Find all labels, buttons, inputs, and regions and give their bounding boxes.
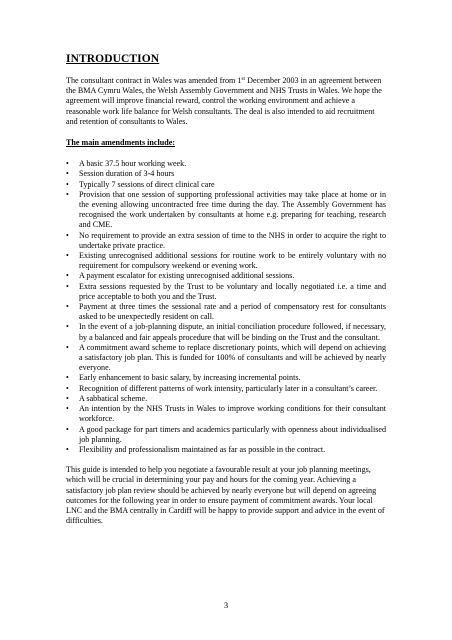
- ordinal-superscript: st: [241, 76, 246, 82]
- closing-paragraph: This guide is intended to help you negotiate a favourable result at your job planning meetings, which will be crucial in determining your pay and hours for the coming year. Achieving a satisfactory job plan review should be achieved by nearly everyone but will depend on agreeing outcomes for the following year in order to ensure payment of commitment awards. Your local LNC and the BMA centrally in Cardiff will be happy to provide support and advice in the event of difficulties.: [66, 465, 385, 526]
- bullet-icon: •: [66, 404, 69, 414]
- list-item-text: Early enhancement to basic salary, by increasing incremental points.: [79, 373, 301, 383]
- list-item-text: No requirement to provide an extra session of time to the NHS in order to acquire the right to undertake private practice.: [79, 230, 386, 250]
- list-item: [66, 302, 386, 322]
- intro-text-end: December 2003 in an agreement between the BMA Cymru Wales, the Welsh Assembly Government and NHS Trusts in Wales. We hope the agreement will improve financial reward, control the working environment and achieve a reasonable work life balance for Welsh consultants. The deal is also intended to aid recruitment and retention of consultants to Wales.: [66, 76, 382, 126]
- list-item-text: Payment at three times the sessional rate and a period of compensatory rest for consultants asked to be unexpectedly resident on call.: [79, 302, 386, 322]
- list-item: [66, 394, 386, 404]
- list-item: [66, 322, 386, 342]
- list-item: [66, 159, 386, 169]
- list-item-text: Provision that one session of supporting professional activities may take place at home or in the evening allowing uncontracted free time during the day. The Assembly Government has recognised the work undertaken by consultants at home e.g. preparing for teaching, research and CME.: [79, 189, 386, 230]
- list-item-text: A good package for part timers and academics particularly with openness about individualised job planning.: [79, 424, 386, 444]
- bullet-icon: •: [66, 393, 69, 403]
- bullet-icon: •: [66, 169, 69, 179]
- list-item-text: Extra sessions requested by the Trust to be voluntary and locally negotiated i.e. a time and price acceptable to both you and the Trust.: [79, 281, 386, 301]
- list-item: [66, 169, 386, 179]
- list-item-text: An intention by the NHS Trusts in Wales to improve working conditions for their consultant workforce.: [79, 404, 386, 424]
- list-item-text: A sabbatical scheme.: [79, 393, 148, 403]
- list-item: [66, 251, 386, 271]
- intro-paragraph: [66, 76, 386, 127]
- document-page: [66, 52, 386, 526]
- list-item: [66, 445, 386, 455]
- bullet-icon: •: [66, 373, 69, 383]
- bullet-icon: •: [66, 281, 69, 291]
- list-item: [66, 425, 386, 445]
- page-title: INTRODUCTION: [66, 53, 160, 65]
- bullet-icon: •: [66, 383, 69, 393]
- list-item-text: A payment escalator for existing unrecognised additional sessions.: [79, 271, 295, 281]
- list-item: [66, 404, 386, 424]
- list-item-text: Session duration of 3-4 hours: [79, 169, 175, 179]
- list-item-text: In the event of a job-planning dispute, an initial conciliation procedure followed, if necessary, by a balanced and fair appeals procedure that will be binding on the Trust and the consultant.: [79, 322, 386, 342]
- bullet-icon: •: [66, 424, 69, 434]
- list-item: [66, 384, 386, 394]
- list-item-text: A basic 37.5 hour working week.: [79, 159, 187, 169]
- intro-text-start: The consultant contract in Wales was amended from 1: [66, 76, 242, 85]
- bullet-icon: •: [66, 342, 69, 352]
- list-item: [66, 190, 386, 231]
- list-item: [66, 231, 386, 251]
- list-item-text: Recognition of different patterns of work intensity, particularly later in a consultant’s career.: [79, 383, 378, 393]
- amendments-list: [66, 159, 386, 455]
- bullet-icon: •: [66, 179, 69, 189]
- list-item: [66, 373, 386, 383]
- list-item: [66, 271, 386, 281]
- bullet-icon: •: [66, 251, 69, 261]
- bullet-icon: •: [66, 302, 69, 312]
- list-item: [66, 282, 386, 302]
- list-item: [66, 180, 386, 190]
- bullet-icon: •: [66, 271, 69, 281]
- page-number: 3: [223, 600, 229, 610]
- bullet-icon: •: [66, 322, 69, 332]
- bullet-icon: •: [66, 230, 69, 240]
- bullet-icon: •: [66, 159, 69, 169]
- list-item-text: A commitment award scheme to replace discretionary points, which will depend on achieving a satisfactory job plan. This is funded for 100% of consultants and will be achieved by nearly everyone.: [79, 342, 386, 373]
- bullet-icon: •: [66, 189, 69, 199]
- amendments-heading: The main amendments include:: [66, 138, 176, 148]
- list-item: [66, 343, 386, 374]
- bullet-icon: •: [66, 444, 69, 454]
- list-item-text: Flexibility and professionalism maintained as far as possible in the contract.: [79, 444, 326, 454]
- list-item-text: Existing unrecognised additional sessions for routine work to be entirely voluntary with no requirement for compulsory weekend or evening work.: [79, 251, 386, 271]
- list-item-text: Typically 7 sessions of direct clinical care: [79, 179, 215, 189]
